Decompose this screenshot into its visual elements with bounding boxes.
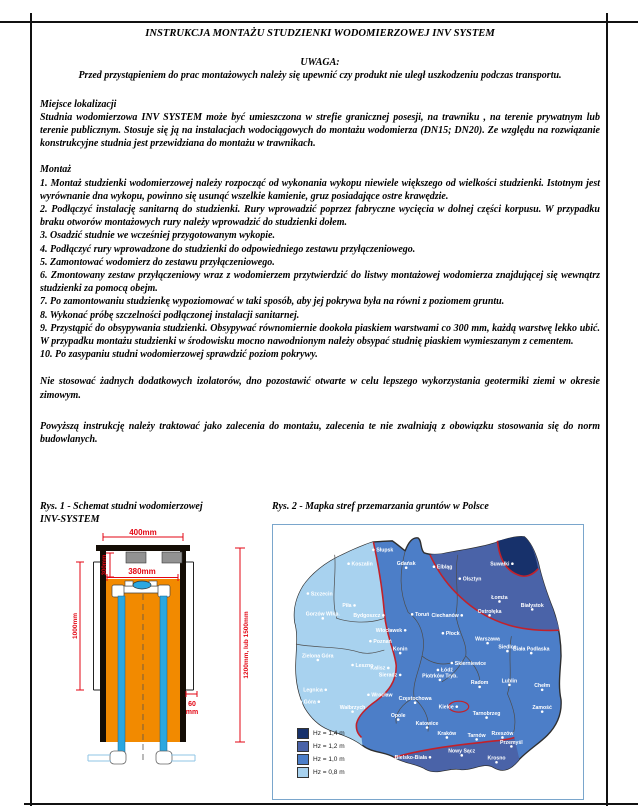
water-meter-lens — [133, 581, 151, 589]
montage-step-2: 2. Podłączyć instalację sanitarną do studzienki. Rury wprowadzić poprzez fabryczne wycięcia w dolnej części korpusu. W przypadku braku otworów montażowych rury należy wprowadzić do studzienki dołem. — [40, 204, 600, 229]
well-schematic-drawing — [70, 528, 255, 803]
dimension-400mm — [103, 528, 183, 541]
city-label: Włocławek — [375, 628, 403, 635]
legend-label: Hz = 0,8 m — [313, 769, 345, 776]
disclaimer: Powyższą instrukcję należy traktować jako zalecenia do montażu, zalecenia te nie zwalniają z obowiązku stosowania się do norm budowlanych. — [40, 420, 600, 446]
montage-steps — [40, 177, 600, 362]
city-label: Słupsk — [376, 547, 394, 554]
page-border-right — [606, 13, 608, 806]
city-label: Tarnów — [467, 732, 486, 739]
dimension-1000mm — [72, 562, 84, 690]
city-label: Szczecin — [310, 591, 333, 598]
city-label: Częstochowa — [398, 696, 432, 703]
figure2-map — [272, 524, 584, 800]
city-label: Leszno — [355, 662, 374, 669]
figure1-caption — [40, 500, 260, 526]
city-label: Krosno — [487, 755, 506, 762]
city-label: Łódź — [440, 667, 453, 674]
city-label: Radom — [470, 680, 489, 687]
montage-step-5: 5. Zamontować wodomierz do zestawu przyłączeniowego. — [40, 256, 275, 268]
map-legend — [297, 727, 345, 779]
city-label: Opole — [390, 712, 406, 719]
dimension-60mm — [186, 691, 198, 716]
city-label: Lublin — [501, 678, 518, 685]
city-label: Siedlce — [498, 644, 517, 651]
montage-step-3: 3. Osadzić studnie we wcześniej przygotowanym wykopie. — [40, 230, 275, 242]
city-label: Bielsko-Biała — [394, 755, 428, 762]
city-dot — [307, 592, 310, 595]
city-label: Kielce — [438, 704, 454, 711]
legend-label: Hz = 1,2 m — [313, 743, 345, 750]
city-label: Kalisz — [370, 665, 386, 672]
city-label: Legnica — [303, 687, 323, 694]
city-dot — [387, 667, 390, 670]
city-dot — [382, 614, 385, 617]
city-label: Nowy Sącz — [448, 748, 476, 755]
dim-label-60: 60 — [188, 701, 196, 708]
city-dot — [324, 689, 327, 692]
city-dot — [367, 693, 370, 696]
city-label: Wrocław — [371, 692, 393, 699]
city-label: Łomża — [491, 594, 508, 601]
city-label: Elbląg — [436, 564, 453, 571]
page-title: INSTRUKCJA MONTAŻU STUDZIENKI WODOMIERZOWEJ INV SYSTEM — [145, 28, 495, 39]
city-label: Piła — [342, 603, 352, 610]
lid-block-left — [126, 552, 146, 563]
dim-label-400mm: 400mm — [129, 528, 157, 537]
city-label: Ciechanów — [431, 613, 459, 620]
city-label: Wałbrzych — [339, 705, 366, 712]
city-label: Suwałki — [490, 561, 510, 568]
montage-step-7: 7. Po zamontowaniu studzienkę wypoziomować w taki sposób, aby jej pokrywa była na równi z poziomem gruntu. — [40, 296, 505, 308]
warning-heading: UWAGA: — [300, 57, 340, 69]
well-wall-left — [100, 551, 106, 742]
city-label: Poznań — [373, 638, 392, 645]
montage-step-4: 4. Podłączyć rury wprowadzone do studzienki do odpowiedniego zestawu przyłączeniowego. — [40, 243, 416, 255]
city-label: Rzeszów — [491, 730, 514, 737]
page-border-left — [30, 13, 32, 806]
city-label: Białystok — [520, 602, 544, 609]
dimension-300mm — [102, 553, 114, 577]
city-label: Gorzów Wlkp. — [305, 611, 340, 618]
city-label: Skierniewice — [454, 660, 487, 667]
legend-swatch — [297, 754, 309, 765]
dim-label-300mm: 300mm — [102, 554, 108, 576]
montage-step-8: 8. Wykonać próbę szczelności podłączonej instalacji sanitarnej. — [40, 309, 300, 321]
city-label: Katowice — [415, 720, 439, 727]
city-label: Ostrołęka — [477, 608, 502, 615]
warning-text: Przed przystąpieniem do prac montażowych należy się upewnić czy produkt nie uległ uszkodzeniu podczas transportu. — [78, 70, 562, 82]
city-dot — [372, 549, 375, 552]
figure1-caption-line2: INV-SYSTEM — [40, 514, 100, 525]
bottom-elbows — [88, 751, 195, 764]
city-dot — [347, 562, 350, 565]
montage-step-9: 9. Przystąpić do obsypywania studzienki. Obsypywać równomiernie dookoła piaskiem warstwami co 300 mm, każdą warstwę lekko ubić. W przypadku montażu studzienki w środowisku mocno nawodnionym należy obsypać studnię piaskiem wymieszanym z cementem. — [40, 322, 600, 348]
montage-step-10: 10. Po zasypaniu studni wodomierzowej sprawdzić poziom pokrywy. — [40, 349, 318, 361]
city-dot — [455, 705, 458, 708]
city-label: Warszawa — [475, 636, 500, 643]
dim-label-60-unit: mm — [185, 709, 199, 716]
legend-item-1 — [297, 740, 345, 753]
city-dot — [369, 640, 372, 643]
city-label: Koszalin — [351, 561, 373, 568]
city-label: Konin — [392, 646, 408, 653]
figure1-caption-line1: Rys. 1 - Schemat studni wodomierzowej — [40, 501, 203, 512]
city-label: Bydgoszcz — [353, 613, 381, 620]
montage-step-6: 6. Zmontowany zestaw przyłączeniowy wraz z wodomierzem przytwierdzić do listwy montażowej wodomierza znajdującej się wewnątrz studzienki za pomocą obejm. — [40, 270, 600, 295]
city-label: Kraków — [437, 730, 457, 737]
city-label: Piotrków Tryb. — [422, 673, 458, 680]
city-label: Biała Podlaska — [513, 646, 550, 653]
legend-label: Hz = 1,4 m — [313, 730, 345, 737]
location-heading: Miejsce lokalizacji — [40, 98, 117, 110]
insulation-note: Nie stosować żadnych dodatkowych izolatorów, dno pozostawić otwarte w celu lepszego wykorzystania geotermiki ziemi w okresie zimowym. — [40, 376, 600, 401]
montage-heading: Montaż — [40, 164, 72, 176]
legend-swatch — [297, 741, 309, 752]
page-border-bottom — [24, 803, 638, 805]
lid-block-right — [162, 552, 182, 563]
city-dot — [433, 565, 436, 568]
city-dot — [511, 562, 514, 565]
city-label: Toruń — [415, 612, 430, 619]
well-lid — [96, 545, 190, 551]
city-dot — [442, 632, 445, 635]
legend-swatch — [297, 767, 309, 778]
city-dot — [411, 613, 414, 616]
city-label: Chełm — [534, 683, 551, 690]
legend-label: Hz = 1,0 m — [313, 756, 345, 763]
dim-label-1000mm: 1000mm — [72, 612, 79, 640]
city-label: Olsztyn — [462, 576, 482, 583]
city-dot — [353, 604, 356, 607]
city-dot — [351, 664, 354, 667]
dim-label-total-height: 1200mm, lub 1500mm — [243, 611, 250, 679]
city-label: Sieradz — [378, 672, 398, 679]
city-dot — [429, 756, 432, 759]
location-paragraph: Studnia wodomierzowa INV SYSTEM może być umieszczona w strefie granicznej posesji, na trawniku , na terenie prywatnym lub terenie publicznym. Stosuje się ją na instalacjach wodociągowych do montażu wodomierza (DN15; DN20). Ze względu na rozwiązanie konstrukcyjne studnia jest przewidziana do montażu w trawnikach. — [40, 111, 600, 150]
document-body — [40, 27, 600, 446]
legend-item-0 — [297, 727, 345, 740]
city-label: Jelenia Góra — [284, 699, 316, 706]
figure2-caption: Rys. 2 - Mapka stref przemarzania gruntów w Polsce — [272, 501, 489, 512]
city-dot — [399, 674, 402, 677]
city-label: Gdańsk — [396, 561, 416, 568]
city-dot — [404, 629, 407, 632]
pipe-left — [118, 596, 125, 753]
dim-label-380mm: 380mm — [128, 567, 156, 576]
city-dot — [318, 700, 321, 703]
dimension-380mm — [107, 567, 178, 581]
legend-item-3 — [297, 766, 345, 779]
dimension-total-height — [235, 548, 250, 742]
montage-step-1: 1. Montaż studzienki wodomierzowej należy rozpocząć od wykonania wykopu niewiele większego od wielkości studzienki. Istotnym jest wyrównanie dna wykopu, powinno się usunąć wszelkie kamienie, gruz posiadające ostre krawędzie. — [40, 177, 600, 202]
city-label: Zielona Góra — [302, 653, 334, 660]
city-dot — [460, 614, 463, 617]
city-dot — [451, 662, 454, 665]
legend-item-2 — [297, 753, 345, 766]
figure1-diagram — [70, 528, 255, 803]
city-dot — [437, 669, 440, 672]
city-label: Zamość — [532, 705, 552, 712]
city-label: Płock — [445, 630, 460, 637]
city-label: Przemyśl — [500, 739, 523, 746]
pipe-right — [160, 596, 167, 753]
city-label: Tarnobrzeg — [472, 711, 501, 718]
city-dot — [458, 577, 461, 580]
legend-swatch — [297, 728, 309, 739]
page-border-top — [0, 21, 638, 23]
